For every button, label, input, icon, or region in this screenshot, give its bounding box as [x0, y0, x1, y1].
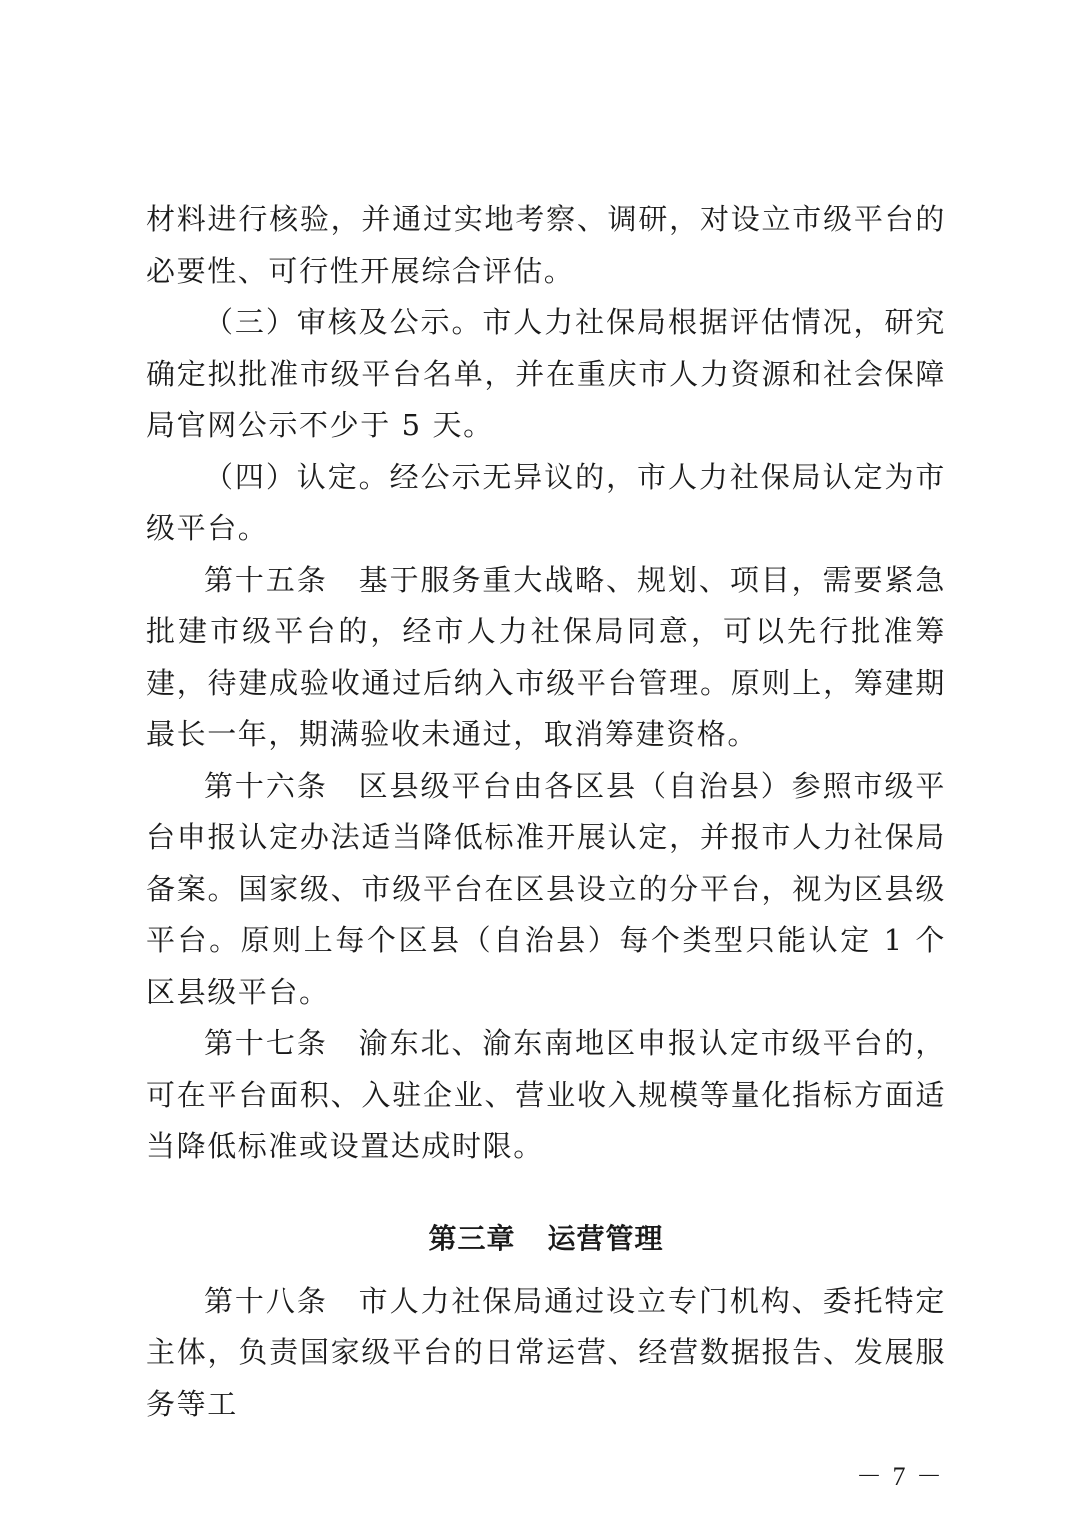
chapter-heading: [146, 1173, 946, 1276]
paragraph-review-and-publicity: （三）审核及公示。市人力社保局根据评估情况，研究确定拟批准市级平台名单，并在重庆市人力资源和社会保障局官网公示不少于 5 天。: [146, 305, 946, 442]
paragraph-article-18: 第十八条 市人力社保局通过设立专门机构、委托特定主体，负责国家级平台的日常运营、经营数据报告、发展服务等工: [146, 1283, 946, 1421]
chapter-number: 第三章: [428, 1221, 516, 1255]
paragraph-article-16: 第十六条 区县级平台由各区县（自治县）参照市级平台申报认定办法适当降低标准开展认定，并报市人力社保局备案。国家级、市级平台在区县设立的分平台，视为区县级平台。原则上每个区县（自治县）每个类型只能认定 1 个区县级平台。: [146, 768, 946, 1009]
chapter-title: 运营管理: [547, 1221, 664, 1255]
paragraph-recognition: （四）认定。经公示无异议的，市人力社保局认定为市级平台。: [146, 459, 946, 545]
page-number: － 7 －: [855, 1462, 944, 1491]
paragraph-verification-continued: 材料进行核验，并通过实地考察、调研，对设立市级平台的必要性、可行性开展综合评估。: [146, 202, 946, 288]
paragraph-article-15: 第十五条 基于服务重大战略、规划、项目，需要紧急批建市级平台的，经市人力社保局同意，可以先行批准筹建，待建成验收通过后纳入市级平台管理。原则上，筹建期最长一年，期满验收未通过，取消筹建资格。: [146, 562, 946, 751]
document-body: [146, 194, 946, 1430]
paragraph-article-17: 第十七条 渝东北、渝东南地区申报认定市级平台的，可在平台面积、入驻企业、营业收入规模等量化指标方面适当降低标准或设置达成时限。: [146, 1026, 946, 1163]
